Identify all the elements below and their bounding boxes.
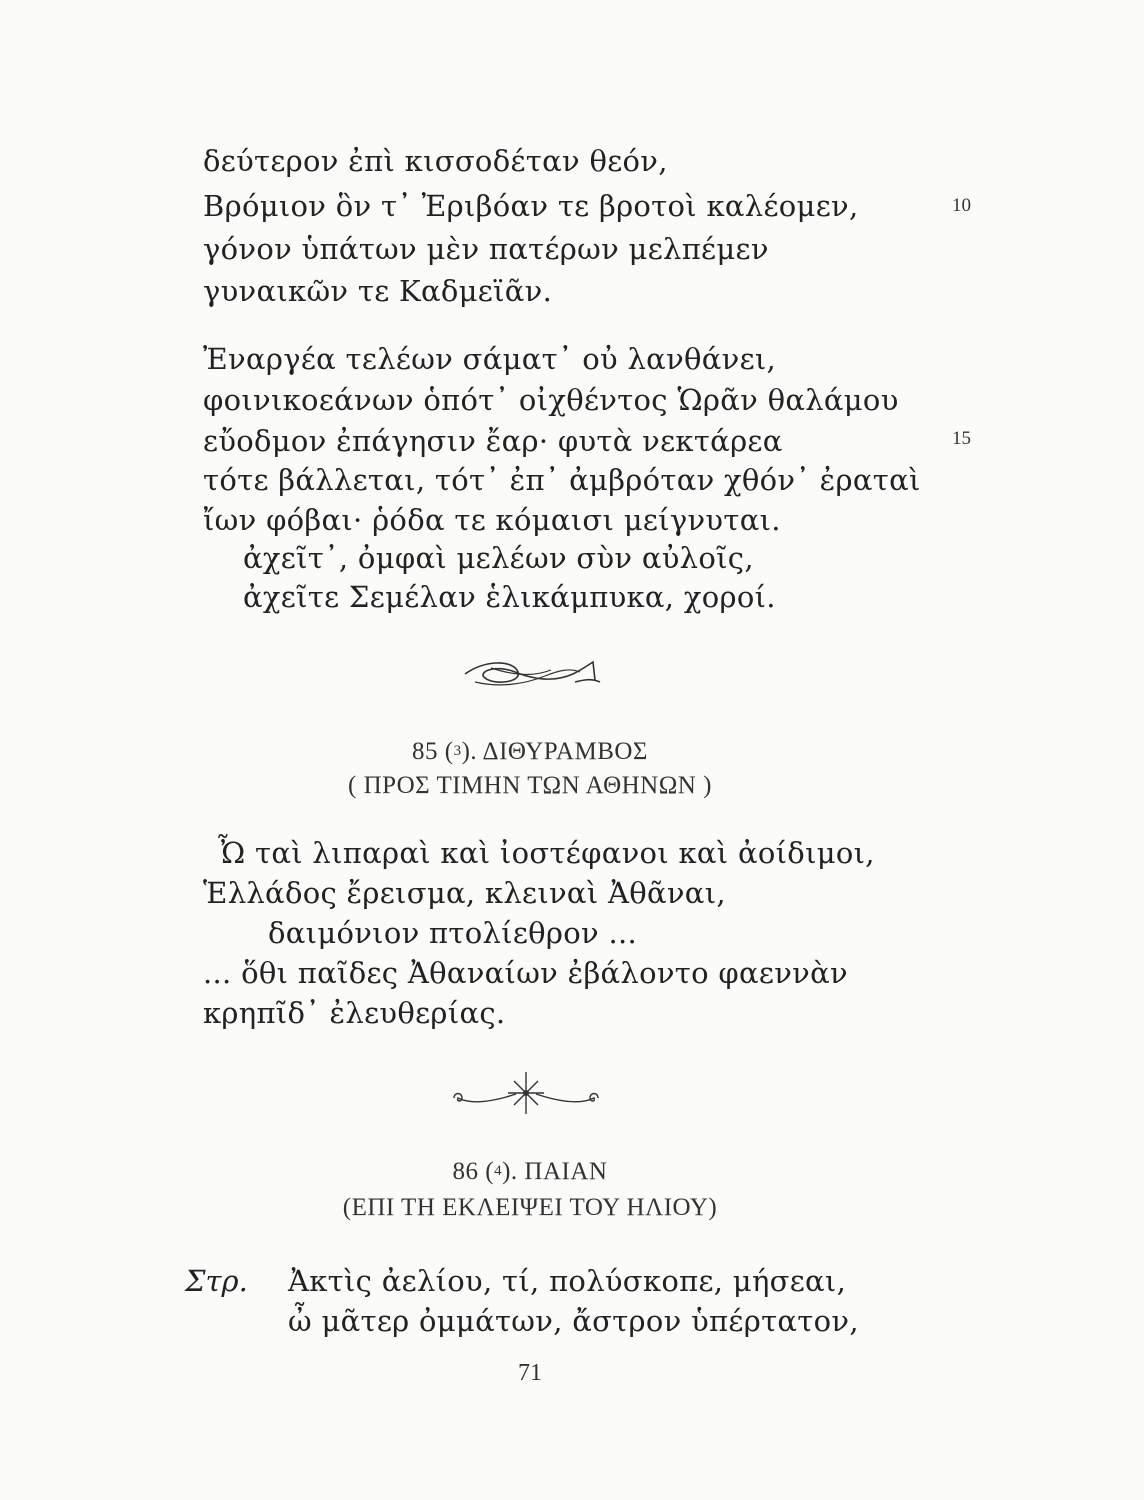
poem-line: γόνον ὑπάτων μὲν πατέρων μελπέμεν: [203, 232, 769, 266]
line-number: 10: [952, 195, 971, 216]
poem-line: Ἑλλάδος ἔρεισμα, κλειναὶ Ἀθᾶναι,: [203, 876, 726, 910]
section-heading: 86 ($^4$). ΠΑΙΑΝ: [452, 1158, 608, 1185]
line-number: 15: [952, 428, 971, 449]
section-subheading: (ΕΠΙ ΤΗ ΕΚΛΕΙΨΕΙ ΤΟΥ ΗΛΙΟΥ): [342, 1194, 718, 1221]
page-number: 71: [518, 1360, 542, 1386]
section-subheading: ( ΠΡΟΣ ΤΙΜΗΝ ΤΩΝ ΑΘΗΝΩΝ ): [348, 772, 712, 799]
compass-star-ornament-icon: [450, 1068, 602, 1118]
flourish-ornament-icon: [455, 652, 605, 696]
poem-line: ἴων φόβαι· ῥόδα τε κόμαισι μείγνυται.: [203, 503, 781, 537]
poem-line: εὔοδμον ἐπάγησιν ἔαρ· φυτὰ νεκτάρεα: [203, 424, 783, 458]
poem-line: ἀχεῖτ᾽, ὀμφαὶ μελέων σὺν αὐλοῖς,: [243, 541, 754, 575]
poem-line: ἀχεῖτε Σεμέλαν ἑλικάμπυκα, χοροί.: [243, 580, 776, 614]
strophe-label: Στρ.: [185, 1264, 248, 1298]
poem-line: Βρόμιον ὃν τ᾽ Ἐριβόαν τε βροτοὶ καλέομεν,: [203, 189, 859, 223]
poem-line: δαιμόνιον πτολίεθρον ...: [268, 916, 638, 950]
poem-line: Ὦ ταὶ λιπαραὶ καὶ ἰοστέφανοι καὶ ἀοίδιμοι,: [218, 836, 875, 870]
poem-line: τότε βάλλεται, τότ᾽ ἐπ᾽ ἀμβρόταν χθόν᾽ ἐραταὶ: [203, 463, 921, 497]
poem-line: Ἐναργέα τελέων σάματ᾽ οὐ λανθάνει,: [203, 342, 777, 376]
poem-line: γυναικῶν τε Καδμεϊᾶν.: [203, 274, 553, 308]
poem-line: δεύτερον ἐπὶ κισσοδέταν θεόν,: [203, 144, 668, 178]
poem-line: φοινικοεάνων ὁπότ᾽ οἰχθέντος Ὡρᾶν θαλάμου: [203, 383, 899, 417]
poem-line: ... ὅθι παῖδες Ἀθαναίων ἐβάλοντο φαεννὰν: [203, 956, 848, 990]
poem-line: κρηπῖδ᾽ ἐλευθερίας.: [203, 996, 506, 1030]
poem-line: ὦ μᾶτερ ὀμμάτων, ἄστρον ὑπέρτατον,: [288, 1304, 859, 1338]
poem-line: Ἀκτὶς ἀελίου, τί, πολύσκοπε, μήσεαι,: [288, 1264, 847, 1298]
section-heading: 85 ($^3$). ΔΙΘΥΡΑΜΒΟΣ: [412, 738, 648, 765]
